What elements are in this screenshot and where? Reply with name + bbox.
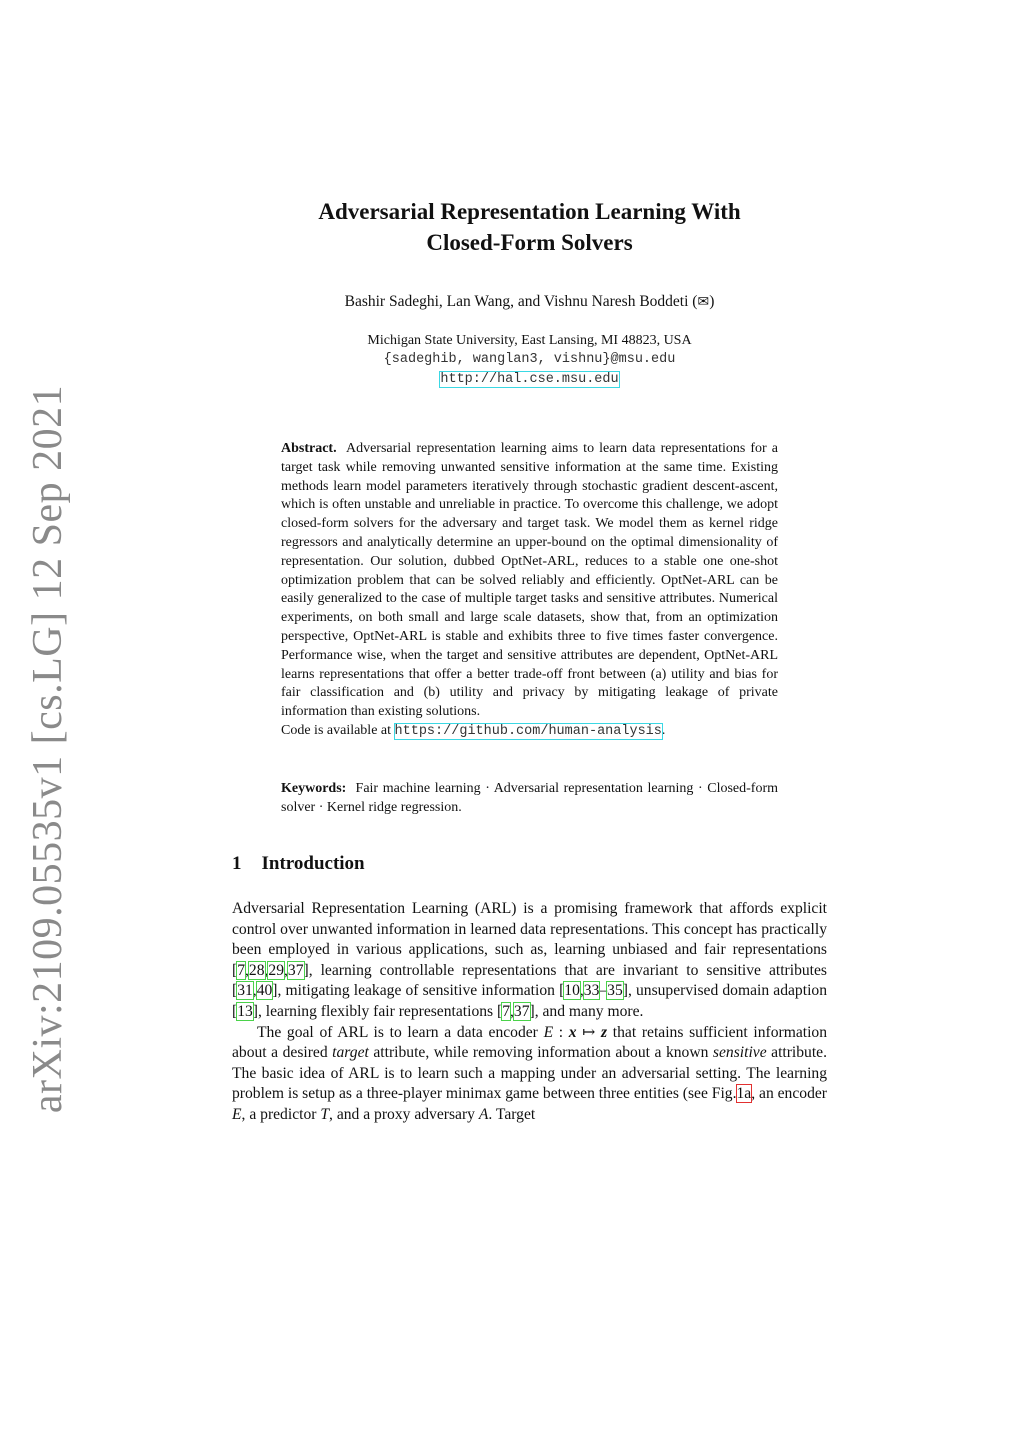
keywords — [281, 780, 778, 818]
citation-link[interactable]: 7 — [502, 1002, 510, 1020]
p2-text: that retains sufficient information about a desired — [232, 1023, 828, 1062]
p2-text: The goal of ARL is to learn a data encoder — [257, 1023, 544, 1041]
math-adversary: A — [478, 1105, 489, 1123]
p1-text: ], learning controllable representations that are invariant to sensitive attributes [ — [232, 961, 827, 1000]
target-word: target — [332, 1044, 369, 1062]
intro-body — [232, 899, 827, 1126]
p2-text: . Target — [488, 1105, 536, 1123]
math-z: z — [601, 1023, 608, 1041]
title-line-1: Adversarial Representation Learning With — [318, 199, 741, 224]
abstract-heading: Abstract. — [281, 441, 337, 456]
code-url-link[interactable]: https://github.com/human-analysis — [394, 723, 662, 739]
math-encoder: E — [543, 1023, 554, 1041]
math-encoder: E — [232, 1105, 242, 1123]
citation-link[interactable]: 10 — [564, 982, 580, 1000]
citation-link[interactable]: 31 — [237, 982, 253, 1000]
keywords-heading: Keywords: — [281, 781, 347, 796]
author-names: Bashir Sadeghi, Lan Wang, and Vishnu Naresh Boddeti ( — [344, 293, 698, 310]
title-line-2: Closed-Form Solvers — [426, 230, 633, 255]
envelope-icon: ✉ — [697, 294, 710, 310]
keywords-text: Fair machine learning · Adversarial representation learning · Closed-form solver · Kernel ridge regression. — [281, 781, 779, 815]
section-heading — [232, 853, 365, 875]
p2-text: , and a proxy adversary — [329, 1105, 479, 1123]
math-x: x — [568, 1023, 577, 1041]
arxiv-id: arXiv:2109.05535v1 [cs.LG] 12 Sep 2021 — [25, 384, 71, 1114]
citation-link[interactable]: 37 — [513, 1002, 530, 1020]
citation-link[interactable]: 35 — [607, 982, 623, 1000]
author-list — [232, 293, 827, 311]
citation-link[interactable]: 13 — [237, 1002, 253, 1020]
abstract — [281, 440, 778, 742]
p1-text: ], mitigating leakage of sensitive information [ — [272, 982, 565, 1000]
code-suffix: . — [661, 722, 666, 738]
section-number: 1 — [232, 853, 242, 874]
affiliation — [232, 331, 827, 389]
p2-text: attribute. The basic idea of ARL is to learn such a mapping under an adversarial setting. The learning problem is setup as a three-player minimax game between three entities (see Fig. — [232, 1044, 828, 1103]
p1-text: ], and many more. — [529, 1002, 644, 1020]
citation-link[interactable]: 7 — [237, 961, 245, 979]
arxiv-sidebar — [19, 384, 77, 1114]
paragraph-1: Adversarial Representation Learning (ARL) is a promising framework that affords explicit control over unwanted information in learned data representations. This concept has practically been employed in various applications, such as, learning unbiased and fair representations [7,28,29,37], learning controllable representations that are invariant to sensitive attributes [31,40], mitigating leakage of sensitive information [10,33–35], unsupervised domain adaption [13], learning flexibly fair representations [7,37], and many more. — [232, 900, 827, 1020]
abstract-text: Adversarial representation learning aims to learn data representations for a target task while removing unwanted sensitive information at the same time. Existing methods learn model parameters iteratively through stochastic gradient descent-ascent, which is often unstable and unreliable in practice. To overcome this challenge, we adopt closed-form solvers for the adversary and target task. We model them as kernel ridge regressors and analytically determine an upper-bound on the optimal dimensionality of representation. Our solution, dubbed OptNet-ARL, reduces to a stable one one-shot optimization problem that can be solved reliably and efficiently. OptNet-ARL can be easily generalized to the case of multiple target tasks and sensitive attributes. Numerical experiments, on both small and large scale datasets, show that, from an optimization perspective, OptNet-ARL is stable and exhibits three to five times faster convergence. Performance wise, when the target and sensitive attributes are dependent, OptNet-ARL learns representations that offer a better trade-off front between (a) utility and bias for fair classification and (b) utility and privacy by mitigating leakage of private information than existing solutions. — [281, 441, 778, 720]
paragraph-2: The goal of ARL is to learn a data encoder E : x ↦ z that retains sufficient information about a desired target attribute, while removing information about a known sensitive attribute. The basic idea of ARL is to learn such a mapping under an adversarial setting. The learning problem is setup as a three-player minimax game between three entities (see Fig.1a, an encoder E, a predictor T, and a proxy adversary A. Target — [232, 1023, 828, 1123]
citation-link[interactable]: 37 — [287, 961, 304, 979]
p2-text: attribute, while removing information about a known — [368, 1044, 713, 1062]
email-list: {sadeghib, wanglan3, vishnu}@msu.edu — [383, 352, 676, 367]
code-prefix: Code is available at — [281, 722, 395, 738]
citation-link[interactable]: 28 — [248, 961, 265, 979]
section-title: Introduction — [261, 853, 365, 874]
p1-text: ], unsupervised domain adaption [ — [232, 982, 827, 1020]
math-predictor: T — [320, 1105, 330, 1123]
author-close: ) — [709, 293, 715, 310]
sensitive-word: sensitive — [712, 1044, 767, 1062]
p1-text: Adversarial Representation Learning (ARL) is a promising framework that affords explicit control over unwanted information in learned data representations. This concept has practically been employed in various applications, such as, learning unbiased and fair representations [ — [232, 900, 827, 979]
p1-text: ], learning flexibly fair representations [ — [252, 1002, 503, 1020]
citation-link[interactable]: 40 — [256, 982, 273, 1000]
p2-text: , an encoder — [751, 1085, 827, 1103]
lab-url-link[interactable]: http://hal.cse.msu.edu — [440, 372, 619, 387]
figure-link[interactable]: 1a — [736, 1085, 752, 1103]
p2-text: , a predictor — [241, 1105, 321, 1123]
institution: Michigan State University, East Lansing, MI 48823, USA — [367, 333, 692, 348]
paper-title — [232, 196, 827, 258]
citation-link[interactable]: 29 — [268, 961, 284, 979]
citation-link[interactable]: 33 — [583, 982, 600, 1000]
